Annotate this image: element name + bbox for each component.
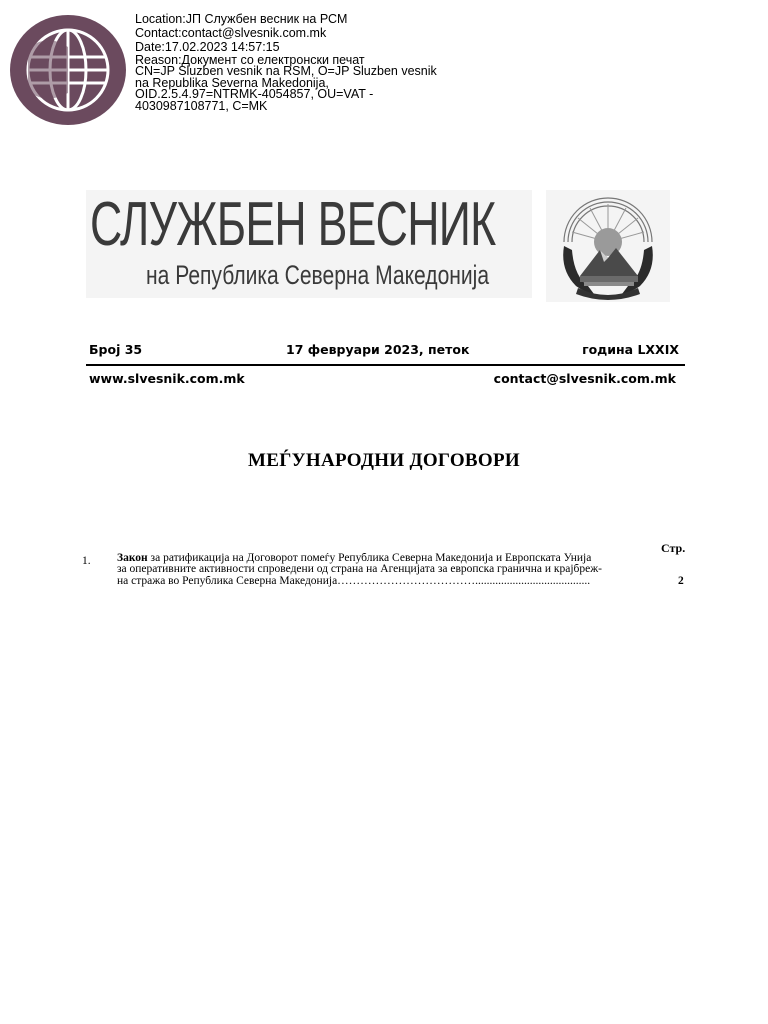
signature-date: Date:17.02.2023 14:57:15 — [135, 40, 280, 54]
emblem-container — [546, 190, 670, 302]
signature-reason: Reason:Документ со електронски печат — [135, 53, 365, 67]
signature-contact: Contact:contact@slvesnik.com.mk — [135, 26, 327, 40]
signature-location: Location:ЈП Службен весник на РСМ — [135, 12, 348, 26]
coat-of-arms-icon — [554, 190, 662, 302]
header-divider — [86, 364, 685, 366]
email-link[interactable]: contact@slvesnik.com.mk — [493, 371, 676, 386]
signature-info — [135, 12, 475, 112]
masthead — [86, 190, 532, 298]
toc-item-bold: Закон — [117, 553, 148, 564]
signature-globe-logo-icon — [8, 13, 128, 127]
toc-item-line3: на стража во Република Северна Македонија — [117, 575, 338, 587]
signature-subject-4: 4030987108771, C=MK — [135, 98, 268, 113]
section-title: МЕЃУНАРОДНИ ДОГОВОРИ — [248, 450, 520, 471]
issue-number: Број 35 — [89, 342, 143, 357]
toc-item-number: 1. — [82, 555, 91, 567]
issue-year: година LXXIX — [582, 342, 679, 357]
toc-page-header: Стр. — [661, 541, 686, 555]
toc-item-page: 2 — [678, 575, 684, 587]
masthead-subtitle: на Република Северна Македонија — [146, 260, 490, 290]
toc-item-dots: ………………………………........................................ — [337, 575, 591, 587]
signature-subject-2: na Republika Severna Makedonija, — [135, 75, 329, 90]
toc-item-line1: за ратификација на Договорот помеѓу Република Северна Македонија и Европската Унија — [147, 553, 592, 564]
masthead-title: СЛУЖБЕН ВЕСНИК — [90, 190, 496, 259]
toc-item-line2: за оперативните активности спроведени од страна на Агенцијата за европска гранична и крајбреж- — [117, 564, 602, 576]
issue-date: 17 февруари 2023, петок — [286, 342, 470, 357]
signature-subject-3: OID.2.5.4.97=NTRMK-4054857, OU=VAT - — [135, 87, 374, 101]
signature-subject-1: CN=JP Sluzben vesnik na RSM, O=JP Sluzben vesnik — [135, 64, 437, 78]
website-link[interactable]: www.slvesnik.com.mk — [89, 371, 245, 386]
toc-item-text — [117, 553, 640, 587]
